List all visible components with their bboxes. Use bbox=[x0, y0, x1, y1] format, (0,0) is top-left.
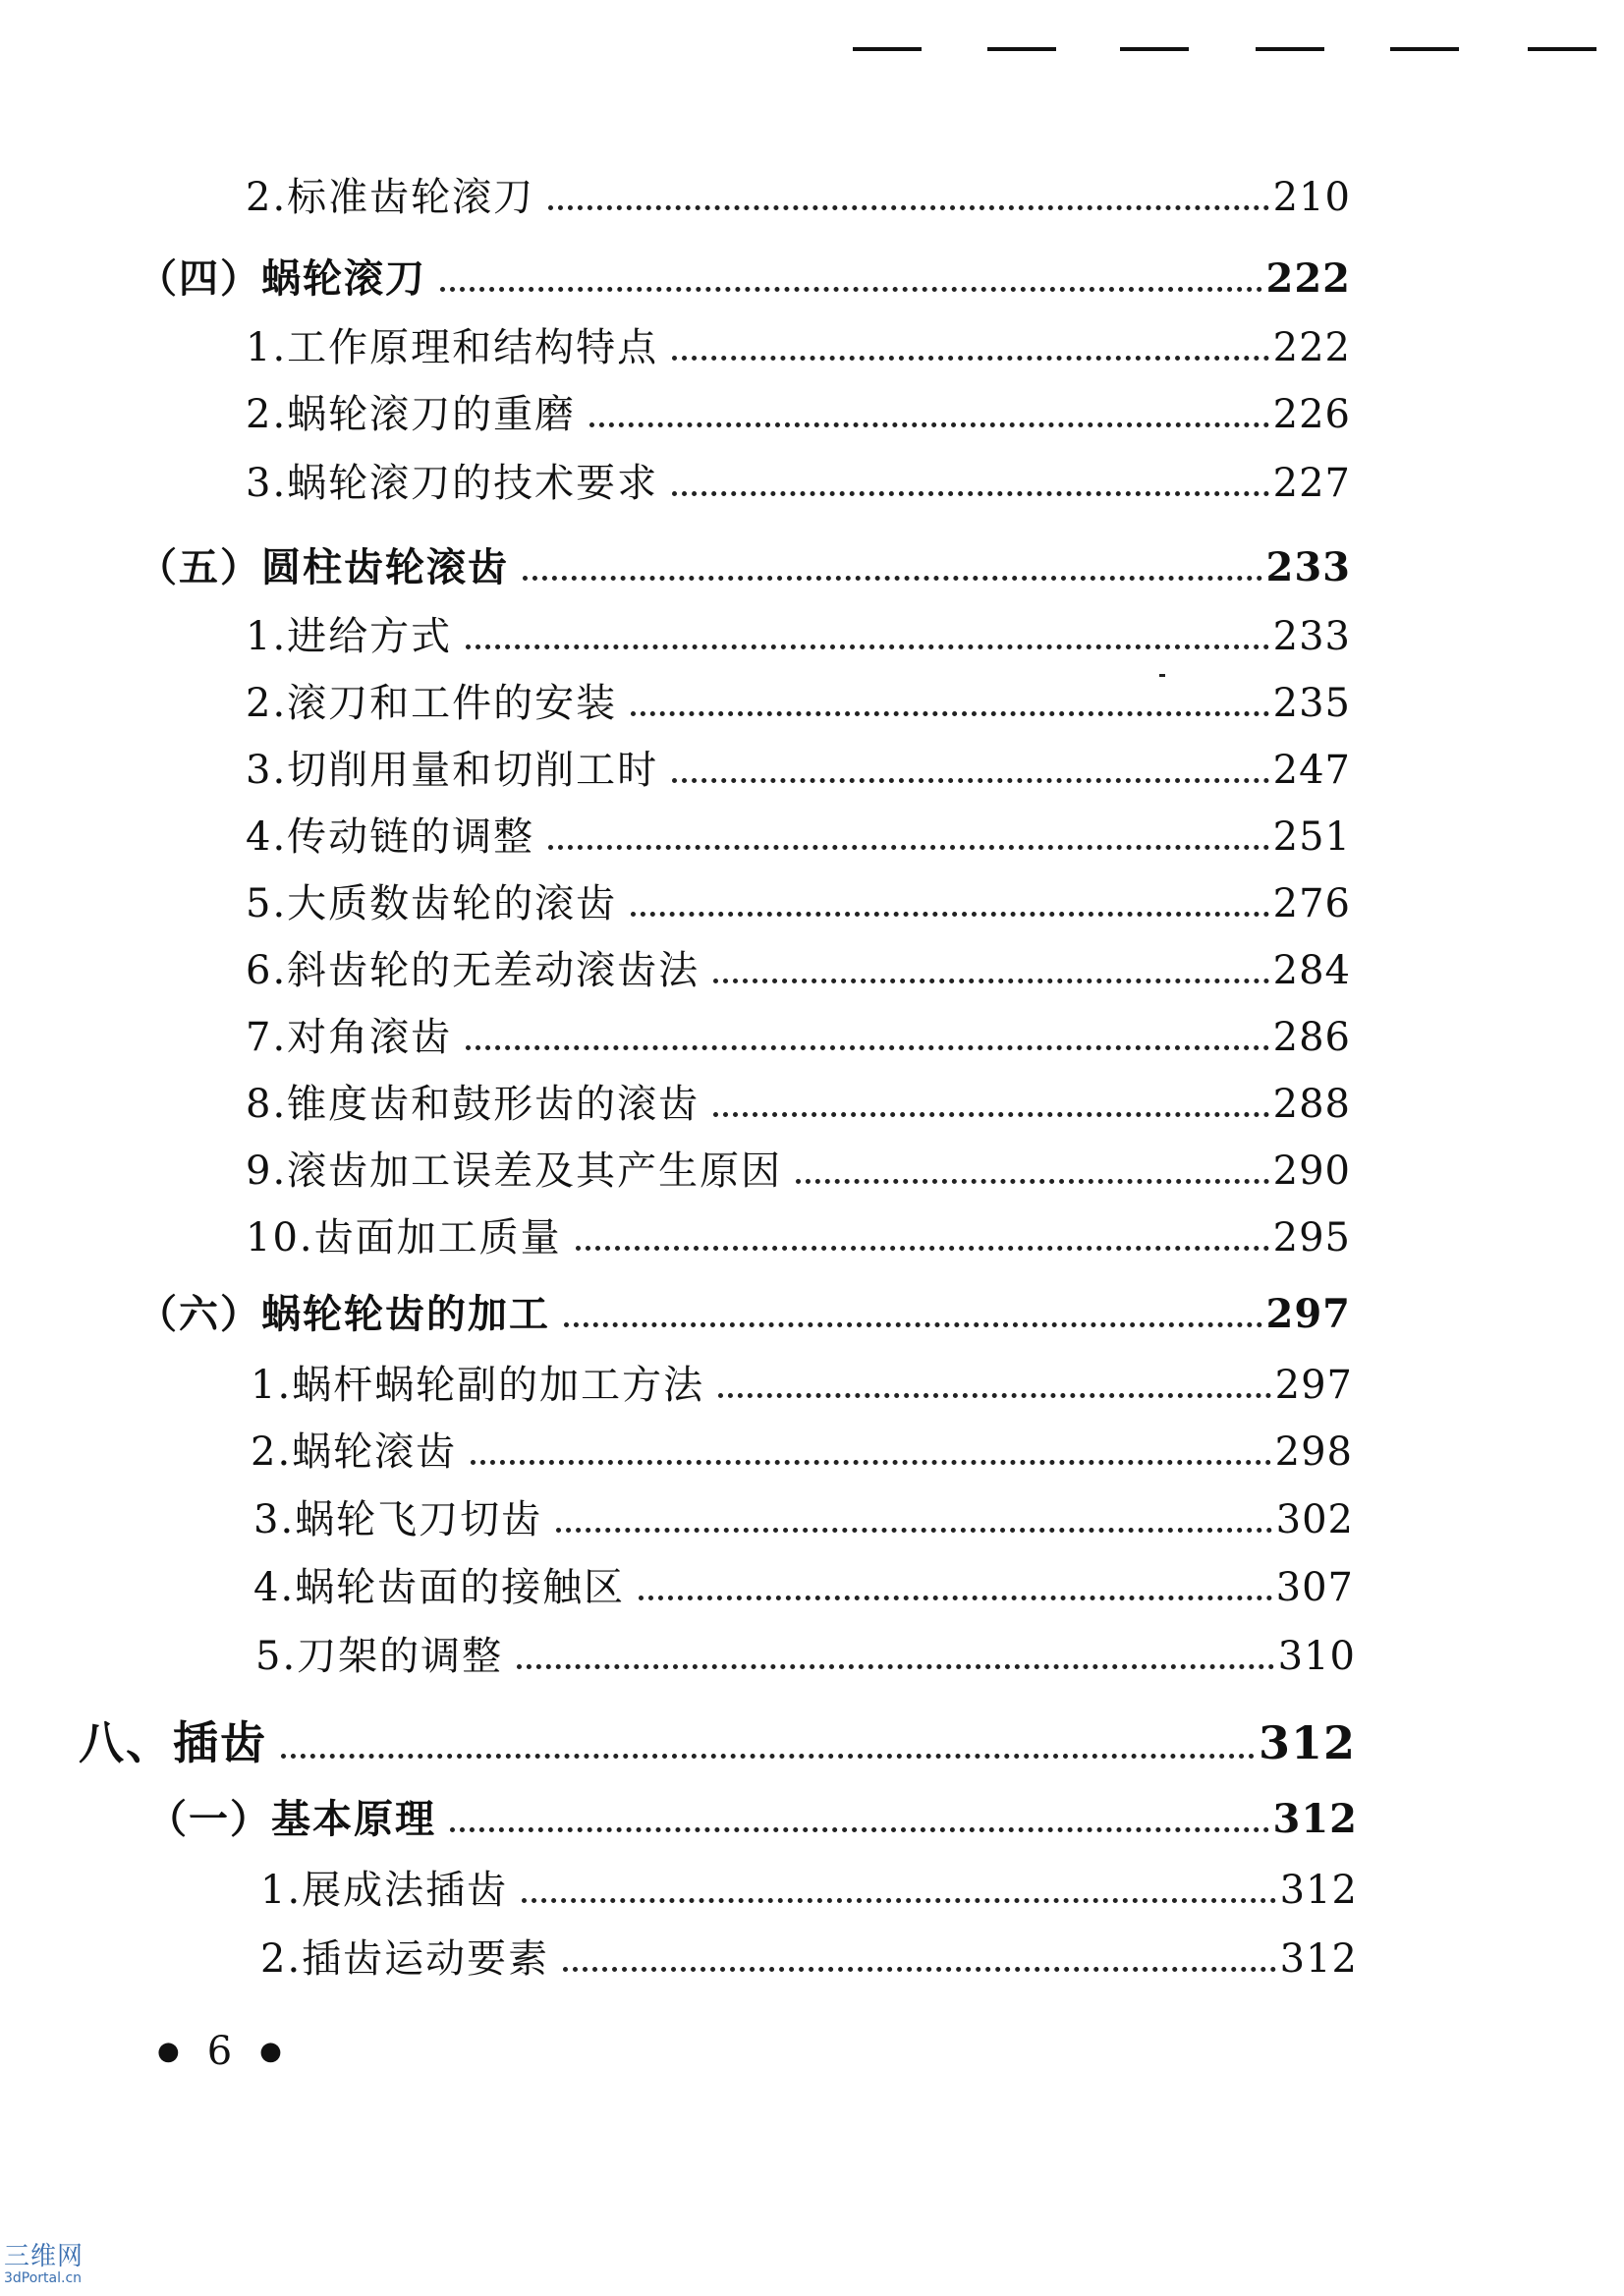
header-rule bbox=[1120, 47, 1189, 51]
toc-entry bbox=[246, 945, 1351, 996]
toc-entry-page: 297 bbox=[1265, 1291, 1351, 1337]
toc-entry bbox=[255, 1631, 1356, 1682]
toc-entry bbox=[246, 1146, 1351, 1197]
toc-entry bbox=[251, 1427, 1353, 1478]
toc-leader bbox=[796, 1173, 1268, 1184]
toc-entry-page: 312 bbox=[1279, 1868, 1358, 1913]
toc-entry-label: （六）蜗轮轮齿的加工 bbox=[138, 1291, 550, 1337]
toc-entry-page: 307 bbox=[1275, 1565, 1354, 1610]
toc-entry-label: 5.刀架的调整 bbox=[255, 1634, 504, 1679]
toc-entry-label: 9.滚齿加工误差及其产生原因 bbox=[246, 1148, 783, 1194]
page-footer bbox=[157, 2029, 282, 2074]
toc-entry-label: （四）蜗轮滚刀 bbox=[138, 255, 426, 302]
toc-entry bbox=[138, 542, 1351, 593]
watermark bbox=[4, 2243, 112, 2286]
toc-entry bbox=[246, 1212, 1351, 1263]
toc-entry-label: 3.切削用量和切削工时 bbox=[246, 748, 659, 793]
toc-entry bbox=[246, 389, 1351, 440]
toc-leader bbox=[672, 485, 1268, 496]
toc-entry-label: 2.蜗轮滚齿 bbox=[251, 1429, 458, 1475]
toc-entry-label: 5.大质数齿轮的滚齿 bbox=[246, 881, 618, 926]
toc-entry bbox=[260, 1933, 1358, 1985]
toc-leader bbox=[548, 839, 1268, 850]
toc-entry bbox=[246, 611, 1351, 662]
toc-entry bbox=[246, 1079, 1351, 1130]
toc-entry-page: 295 bbox=[1272, 1215, 1351, 1260]
footer-bullet-icon: ● bbox=[157, 2037, 180, 2066]
toc-entry-page: 227 bbox=[1272, 461, 1351, 506]
header-rules bbox=[0, 47, 1624, 57]
toc-entry bbox=[246, 322, 1351, 373]
toc-entry bbox=[251, 1360, 1353, 1411]
toc-leader bbox=[631, 705, 1268, 716]
footer-bullet-icon: ● bbox=[259, 2037, 282, 2066]
toc-entry bbox=[246, 678, 1351, 729]
toc-entry-page: 312 bbox=[1258, 1716, 1356, 1769]
header-rule bbox=[1528, 47, 1596, 51]
toc-entry-page: 286 bbox=[1272, 1015, 1351, 1060]
toc-entry bbox=[79, 1717, 1356, 1768]
toc-leader bbox=[589, 417, 1268, 427]
toc-entry-label: 7.对角滚齿 bbox=[246, 1015, 453, 1060]
toc-entry-label: 2.蜗轮滚刀的重磨 bbox=[246, 392, 577, 437]
toc-entry-label: 4.蜗轮齿面的接触区 bbox=[253, 1565, 626, 1610]
page-number: 6 bbox=[206, 2029, 233, 2074]
toc-leader bbox=[713, 973, 1268, 983]
toc-entry-page: 251 bbox=[1272, 814, 1351, 860]
toc-entry-page: 235 bbox=[1272, 681, 1351, 726]
toc-entry-label: 1.进给方式 bbox=[246, 614, 453, 659]
toc-entry bbox=[246, 1012, 1351, 1063]
watermark-top: 三维网 bbox=[4, 2242, 84, 2271]
toc-entry-label: 2.滚刀和工件的安装 bbox=[246, 681, 618, 726]
toc-entry-page: 284 bbox=[1272, 948, 1351, 993]
toc-leader bbox=[672, 772, 1268, 783]
toc-entry bbox=[246, 745, 1351, 796]
toc-entry-label: 1.工作原理和结构特点 bbox=[246, 325, 659, 370]
header-rule bbox=[1390, 47, 1459, 51]
toc-entry-page: 298 bbox=[1274, 1429, 1353, 1475]
toc-entry-page: 302 bbox=[1275, 1497, 1354, 1542]
toc-entry bbox=[246, 812, 1351, 863]
toc-entry-page: 312 bbox=[1272, 1796, 1358, 1842]
toc-leader bbox=[471, 1454, 1270, 1465]
toc-leader bbox=[466, 639, 1268, 649]
toc-entry-label: 3.蜗轮滚刀的技术要求 bbox=[246, 461, 659, 506]
toc-entry-page: 310 bbox=[1277, 1634, 1356, 1679]
toc-entry-page: 288 bbox=[1272, 1082, 1351, 1127]
toc-entry-label: 1.展成法插齿 bbox=[260, 1868, 509, 1913]
toc-entry-label: 2.标准齿轮滚刀 bbox=[246, 175, 535, 220]
toc-entry bbox=[246, 458, 1351, 509]
toc-leader bbox=[548, 199, 1268, 210]
toc-leader bbox=[556, 1522, 1271, 1533]
toc-entry bbox=[253, 1494, 1354, 1545]
toc-leader bbox=[281, 1748, 1255, 1759]
toc-entry-page: 276 bbox=[1272, 881, 1351, 926]
toc-leader bbox=[718, 1387, 1270, 1398]
toc-leader bbox=[672, 350, 1268, 361]
toc-leader bbox=[713, 1106, 1268, 1117]
toc-leader bbox=[466, 1039, 1268, 1050]
toc-entry-label: （五）圆柱齿轮滚齿 bbox=[138, 544, 509, 590]
toc-leader bbox=[517, 1658, 1273, 1669]
toc-leader bbox=[639, 1590, 1271, 1600]
toc-entry-page: 290 bbox=[1272, 1148, 1351, 1194]
toc-entry bbox=[260, 1865, 1358, 1916]
toc-entry-label: 10.齿面加工质量 bbox=[246, 1215, 562, 1260]
toc-entry-page: 222 bbox=[1265, 255, 1351, 302]
toc-leader bbox=[522, 1892, 1275, 1903]
toc-entry bbox=[253, 1562, 1354, 1613]
toc-entry bbox=[246, 172, 1351, 223]
toc-entry-page: 247 bbox=[1272, 748, 1351, 793]
toc-entry bbox=[138, 1289, 1351, 1340]
toc-entry-page: 226 bbox=[1272, 392, 1351, 437]
toc-leader bbox=[523, 570, 1262, 581]
toc-entry-label: 4.传动链的调整 bbox=[246, 814, 535, 860]
scan-speck bbox=[1159, 674, 1165, 677]
toc-entry-label: 八、插齿 bbox=[79, 1716, 267, 1769]
header-rule bbox=[1256, 47, 1324, 51]
toc-entry bbox=[147, 1794, 1358, 1845]
toc-leader bbox=[563, 1961, 1275, 1972]
header-rule bbox=[987, 47, 1056, 51]
toc-entry-page: 222 bbox=[1272, 325, 1351, 370]
header-rule bbox=[853, 47, 922, 51]
toc-entry-label: 3.蜗轮飞刀切齿 bbox=[253, 1497, 543, 1542]
toc-leader bbox=[440, 281, 1262, 292]
toc-entry-label: 8.锥度齿和鼓形齿的滚齿 bbox=[246, 1082, 700, 1127]
toc-leader bbox=[450, 1821, 1269, 1832]
toc-entry-label: 6.斜齿轮的无差动滚齿法 bbox=[246, 948, 700, 993]
watermark-bottom: 3dPortal.cn bbox=[4, 2270, 83, 2286]
toc-entry-page: 297 bbox=[1274, 1363, 1353, 1408]
toc-entry-page: 312 bbox=[1279, 1936, 1358, 1982]
toc-entry bbox=[138, 253, 1351, 305]
toc-entry bbox=[246, 878, 1351, 929]
toc-leader bbox=[576, 1240, 1269, 1251]
toc-entry-page: 210 bbox=[1272, 175, 1351, 220]
toc-entry-label: 2.插齿运动要素 bbox=[260, 1936, 550, 1982]
toc-entry-label: 1.蜗杆蜗轮副的加工方法 bbox=[251, 1363, 705, 1408]
toc-leader bbox=[631, 906, 1268, 917]
toc-entry-page: 233 bbox=[1272, 614, 1351, 659]
toc-entry-label: （一）基本原理 bbox=[147, 1796, 436, 1842]
toc-entry-page: 233 bbox=[1265, 544, 1351, 590]
toc-leader bbox=[564, 1316, 1262, 1327]
